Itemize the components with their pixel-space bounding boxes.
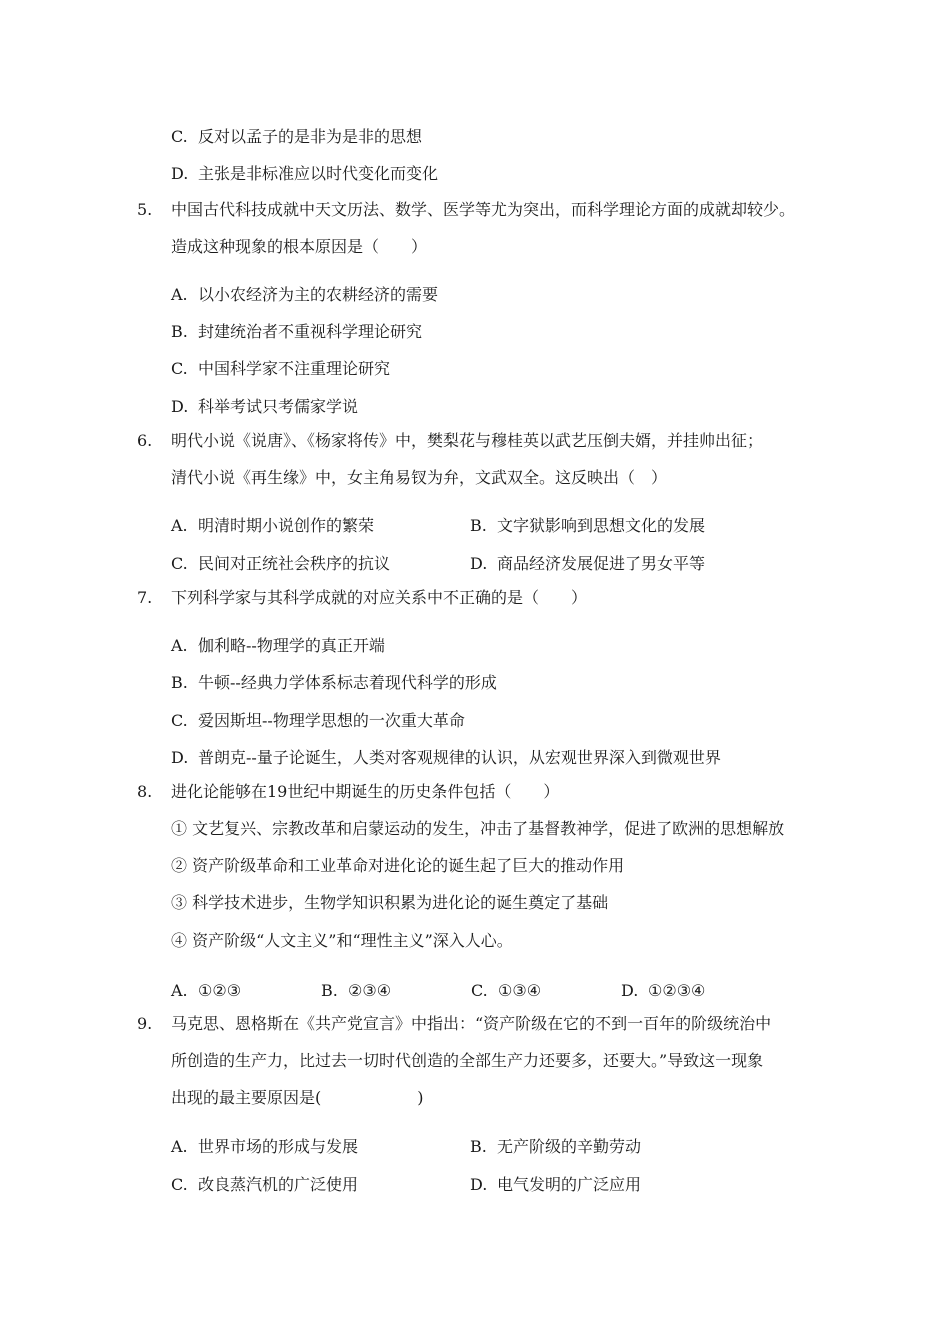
statement-item: ② 资产阶级革命和工业革命对进化论的诞生起了巨大的推动作用 xyxy=(171,856,625,875)
option-a: A. 明清时期小说创作的繁荣 xyxy=(171,516,375,535)
option-a: A. 伽利略--物理学的真正开端 xyxy=(171,636,385,655)
question-text: 所创造的生产力，比过去一切时代创造的全部生产力还要多，还要大。”导致这一现象 xyxy=(171,1051,764,1070)
question-text: 中国古代科技成就中天文历法、数学、医学等尤为突出，而科学理论方面的成就却较少。 xyxy=(171,200,796,219)
question-number: 5. xyxy=(137,200,153,219)
question-text: 下列科学家与其科学成就的对应关系中不正确的是（ ） xyxy=(171,588,588,607)
option-b: B. ②③④ xyxy=(321,981,392,1000)
question-text: 进化论能够在19世纪中期诞生的历史条件包括（ ） xyxy=(171,782,560,801)
option-d: D. 商品经济发展促进了男女平等 xyxy=(470,554,706,573)
statement-item: ③ 科学技术进步，生物学知识积累为进化论的诞生奠定了基础 xyxy=(171,893,609,912)
option-c: C. 爱因斯坦--物理学思想的一次重大革命 xyxy=(171,711,465,730)
statement-item: ④ 资产阶级“人文主义”和“理性主义”深入人心。 xyxy=(171,931,513,950)
question-text: 马克思、恩格斯在《共产党宣言》中指出：“资产阶级在它的不到一百年的阶级统治中 xyxy=(171,1014,772,1033)
statement-item: ① 文艺复兴、宗教改革和启蒙运动的发生，冲击了基督教神学，促进了欧洲的思想解放 xyxy=(171,819,785,838)
option-c: C. 中国科学家不注重理论研究 xyxy=(171,359,391,378)
question-text: 出现的最主要原因是( ) xyxy=(171,1088,424,1107)
question-number: 6. xyxy=(137,431,153,450)
option-b: B. 牛顿--经典力学体系标志着现代科学的形成 xyxy=(171,673,497,692)
option-a: A. ①②③ xyxy=(171,981,242,1000)
option-d: D. 科举考试只考儒家学说 xyxy=(171,397,359,416)
question-number: 9. xyxy=(137,1014,153,1033)
option-c: C. 反对以孟子的是非为是非的思想 xyxy=(171,127,423,146)
option-a: A. 世界市场的形成与发展 xyxy=(171,1137,359,1156)
question-text: 清代小说《再生缘》中，女主角易钗为弁，文武双全。这反映出（ ） xyxy=(171,468,668,487)
option-b: B. 封建统治者不重视科学理论研究 xyxy=(171,322,423,341)
option-d: D. 主张是非标准应以时代变化而变化 xyxy=(171,164,439,183)
option-c: C. 民间对正统社会秩序的抗议 xyxy=(171,554,391,573)
question-number: 8. xyxy=(137,782,153,801)
question-text: 造成这种现象的根本原因是（ ） xyxy=(171,237,428,256)
option-b: B. 文字狱影响到思想文化的发展 xyxy=(470,516,706,535)
option-d: D. 电气发明的广泛应用 xyxy=(470,1175,642,1194)
option-c: C. 改良蒸汽机的广泛使用 xyxy=(171,1175,359,1194)
option-b: B. 无产阶级的辛勤劳动 xyxy=(470,1137,642,1156)
option-a: A. 以小农经济为主的农耕经济的需要 xyxy=(171,285,439,304)
option-d: D. 普朗克--量子论诞生，人类对客观规律的认识，从宏观世界深入到微观世界 xyxy=(171,748,721,767)
option-c: C. ①③④ xyxy=(471,981,542,1000)
question-number: 7. xyxy=(137,588,153,607)
option-d: D. ①②③④ xyxy=(621,981,706,1000)
question-text: 明代小说《说唐》、《杨家将传》中，樊梨花与穆桂英以武艺压倒夫婿，并挂帅出征； xyxy=(171,431,764,450)
